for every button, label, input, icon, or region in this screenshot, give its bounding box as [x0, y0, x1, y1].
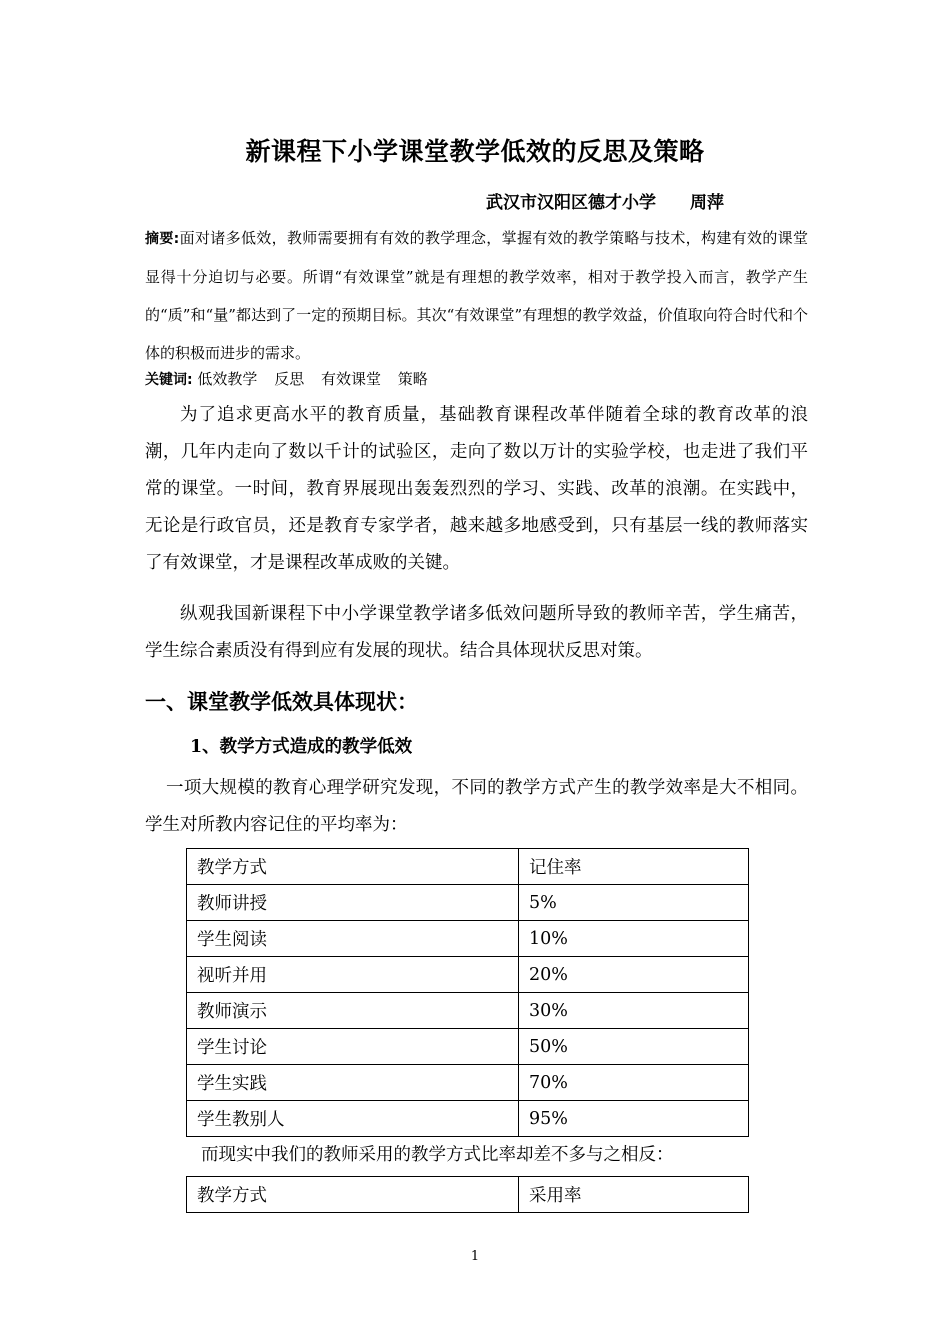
table-cell: 教师演示	[187, 993, 519, 1029]
table-header-cell: 教学方式	[187, 1177, 519, 1213]
table-row	[187, 885, 749, 921]
keywords	[145, 368, 440, 389]
abstract-label: 摘要:	[145, 231, 180, 247]
table-header-row	[187, 1177, 749, 1213]
body-paragraph: 为了追求更高水平的教育质量，基础教育课程改革伴随着全球的教育改革的浪潮，几年内走向了数以千计的试验区，走向了数以万计的实验学校，也走进了我们平常的课堂。一时间，教育界展现出轰轰烈烈的学习、实践、改革的浪潮。在实践中，无论是行政官员，还是教育专家学者，越来越多地感受到，只有基层一线的教师落实了有效课堂，才是课程改革成败的关键。	[145, 405, 808, 573]
adoption-rate-table	[186, 1176, 749, 1213]
section-heading: 一、课堂教学低效具体现状：	[145, 689, 418, 714]
table-header-row	[187, 849, 749, 885]
table-cell: 10%	[519, 921, 749, 957]
table-cell: 95%	[519, 1101, 749, 1137]
page-number: 1	[470, 1249, 480, 1264]
table-row	[187, 993, 749, 1029]
table-cell: 20%	[519, 957, 749, 993]
table-cell: 5%	[519, 885, 749, 921]
author-line	[486, 188, 724, 213]
table-header-cell: 记住率	[519, 849, 749, 885]
keyword: 策略	[397, 370, 428, 388]
author-organization: 武汉市汉阳区德才小学	[486, 193, 656, 213]
author-name: 周萍	[690, 193, 724, 213]
table-row	[187, 1065, 749, 1101]
table-header-cell: 采用率	[519, 1177, 749, 1213]
keywords-label: 关键词:	[145, 372, 193, 388]
abstract-text: 面对诸多低效，教师需要拥有有效的教学理念，掌握有效的教学策略与技术，构建有效的课堂显得十分迫切与必要。所谓“有效课堂”就是有理想的教学效率，相对于教学投入而言，教学产生的“质”和“量”都达到了一定的预期目标。其次“有效课堂”有理想的教学效益，价值取向符合时代和个体的积极而进步的需求。	[145, 229, 808, 362]
body-paragraph: 一项大规模的教育心理学研究发现，不同的教学方式产生的教学效率是大不相同。学生对所教内容记住的平均率为：	[145, 778, 808, 835]
retention-rate-table	[186, 848, 749, 1137]
table-cell: 教师讲授	[187, 885, 519, 921]
table-cell: 视听并用	[187, 957, 519, 993]
table-cell: 学生实践	[187, 1065, 519, 1101]
table-row	[187, 921, 749, 957]
table-cell: 学生阅读	[187, 921, 519, 957]
table-row	[187, 1029, 749, 1065]
table-cell: 学生讨论	[187, 1029, 519, 1065]
keyword: 有效课堂	[320, 370, 381, 388]
keyword: 低效教学	[197, 370, 258, 388]
keyword: 反思	[274, 370, 305, 388]
body-paragraph: 纵观我国新课程下中小学课堂教学诸多低效问题所导致的教师辛苦，学生痛苦，学生综合素质没有得到应有发展的现状。结合具体现状反思对策。	[145, 604, 808, 661]
table-row	[187, 957, 749, 993]
body-paragraph: 而现实中我们的教师采用的教学方式比率却差不多与之相反：	[201, 1145, 674, 1165]
table-row	[187, 1101, 749, 1137]
document-title: 新课程下小学课堂教学低效的反思及策略	[245, 137, 705, 166]
abstract	[145, 219, 808, 372]
subsection-heading: 1、教学方式造成的教学低效	[190, 737, 413, 757]
table-cell: 50%	[519, 1029, 749, 1065]
table-cell: 70%	[519, 1065, 749, 1101]
table-cell: 30%	[519, 993, 749, 1029]
table-header-cell: 教学方式	[187, 849, 519, 885]
table-cell: 学生教别人	[187, 1101, 519, 1137]
